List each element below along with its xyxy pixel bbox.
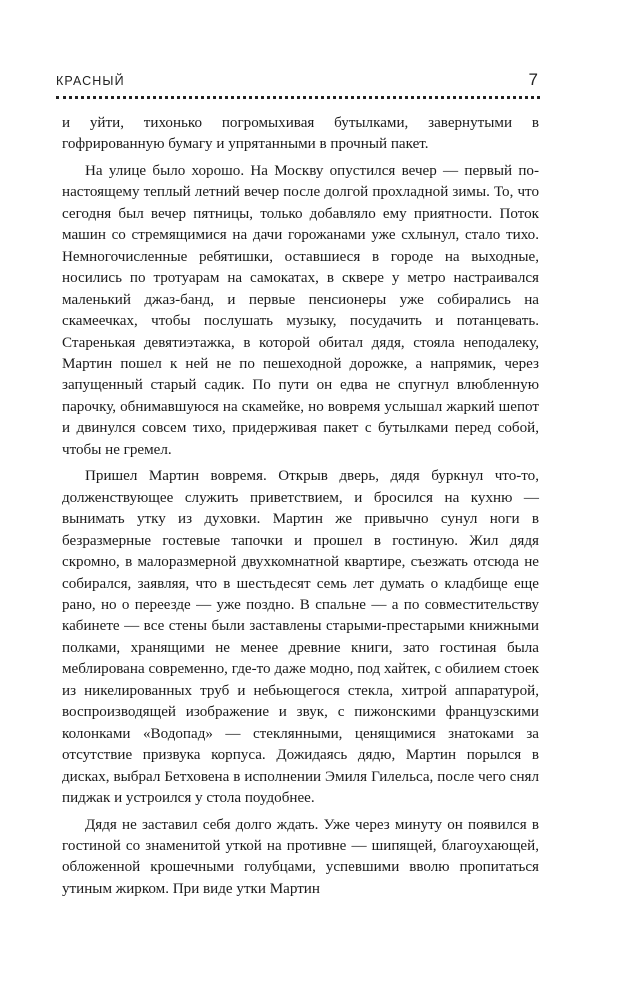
page-header [56,70,540,94]
body-text [62,113,539,900]
page-number: 7 [528,70,538,89]
header-dotted-rule [56,96,540,99]
paragraph-continuation: и уйти, тихонько погромыхивая бутылками, завернутыми в гофрированную бумагу и упрятанными в прочный пакет. [62,115,539,153]
running-title: КРАСНЫЙ [56,74,125,88]
paragraph: На улице было хорошо. На Москву опустился вечер — первый по-настоящему теплый летний вечер после долгой прохладной зимы. То, что сегодня был вечер пятницы, только добавляло ему приятности. Поток машин со стремящимися на дачи горожанами уже схлынул, стало тихо. Немногочисленные ребятишки, оставшиеся в городе на выходные, носились по тротуарам на самокатах, в сквере у метро настраивался маленький джаз-банд, и первые пенсионеры уже собирались на скамеечках, чтобы послушать музыку, посудачить и потанцевать. Старенькая девятиэтажка, в которой обитал дядя, стояла неподалеку, Мартин пошел к ней не по пешеходной дорожке, а напрямик, через запущенный старый садик. По пути он едва не спугнул влюбленную парочку, обнимавшуюся на скамейке, но вовремя услышал жаркий шепот и двинулся совсем тихо, придерживая пакет с бутылками перед собой, чтобы не гремел. [62,162,539,458]
paragraph: Дядя не заставил себя долго ждать. Уже через минуту он появился в гостиной со знаменитой уткой на противне — шипящей, благоухающей, обложенной крошечными голубцами, успевшими вволю пропитаться утиным жирком. При виде утки Мартин [62,816,539,897]
paragraph: Пришел Мартин вовремя. Открыв дверь, дядя буркнул что-то, долженствующее служить приветствием, и бросился на кухню — вынимать утку из духовки. Мартин же привычно сунул ноги в безразмерные гостевые тапочки и прошел в гостиную. Жил дядя скромно, в малоразмерной двухкомнатной квартире, съезжать отсюда не собирался, заявляя, что в шестьдесят семь лет думать о кладбище еще рано, но о переезде — уже поздно. В спальне — а по совместительству кабинете — все стены были заставлены старыми-престарыми книжными полками, хранящими не менее древние книги, зато гостиная была меблирована современно, где-то даже модно, под хайтек, с обилием стоек из никелированных труб и небьющегося стекла, хитрой аппаратурой, воспроизводящей изображение и звук, с пижонскими французскими колонками «Водопад» — стеклянными, ценящимися знатоками за отсутствие призвука корпуса. Дожидаясь дядю, Мартин порылся в дисках, выбрал Бетховена в исполнении Эмиля Гилельса, после чего снял пиджак и устроился у стола поудобнее. [62,468,539,807]
